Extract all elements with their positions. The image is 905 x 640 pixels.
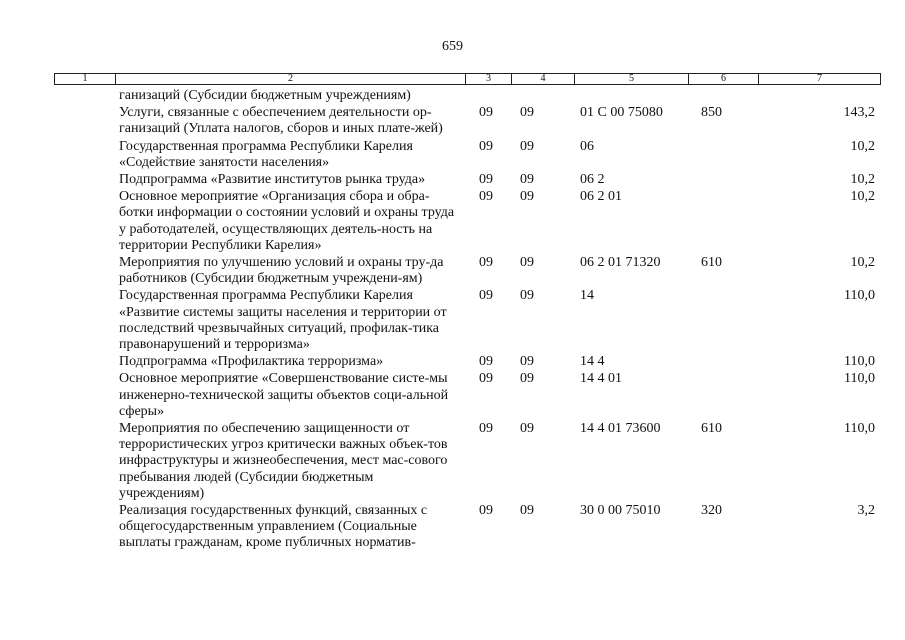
row-cell-c3: 09	[479, 255, 493, 271]
row-cell-c6	[688, 354, 758, 371]
row-cell-c4: 09	[520, 138, 534, 154]
row-cell-c3: 09	[479, 354, 493, 370]
row-cell-c7: 110,0	[844, 288, 875, 304]
row-cell-c4: 09	[520, 255, 534, 271]
row-cell-c7: 110,0	[844, 371, 875, 387]
table-row	[54, 421, 880, 503]
row-description: ганизаций (Субсидии бюджетным учреждениям)	[119, 88, 411, 103]
row-cell-c3: 09	[479, 189, 493, 205]
row-cell-c5	[574, 88, 688, 105]
row-cell-c5: 06	[580, 138, 594, 154]
row-cell-c4: 09	[520, 189, 534, 205]
row-cell-c3: 09	[479, 172, 493, 188]
row-cell-c5: 14	[580, 288, 594, 304]
row-cell-c3: 09	[479, 503, 493, 519]
budget-table	[54, 88, 880, 553]
row-cell-c4: 09	[520, 421, 534, 437]
row-description: Подпрограмма «Развитие институтов рынка труда»	[119, 172, 426, 188]
row-cell-c7: 143,2	[843, 105, 875, 121]
row-description: Государственная программа Республики Карелия «Содействие занятости населения»	[119, 138, 413, 170]
table-row	[54, 371, 880, 421]
row-description: Основное мероприятие «Совершенствование систе-мы инженерно-технической защиты объектов соци-альной сферы»	[119, 371, 449, 419]
row-cell-c5: 01 С 00 75080	[580, 105, 663, 121]
row-cell-c3	[465, 88, 511, 105]
row-description: Основное мероприятие «Организация сбора и обра-ботки информации о состоянии условий и охраны труда у работодателей, осуществляющих деятель-ность на территории Республики Карелия»	[119, 189, 455, 253]
row-description: Реализация государственных функций, связанных с общегосударственным управлением (Социальные выплаты гражданам, кроме публичных норматив-	[119, 503, 428, 551]
row-cell-c4: 09	[520, 288, 534, 304]
row-cell-c4: 09	[520, 503, 534, 519]
row-cell-c3: 09	[479, 288, 493, 304]
row-cell-c3: 09	[479, 105, 493, 121]
row-description: Государственная программа Республики Карелия «Развитие системы защиты населения и территории от последствий чрезвычайных ситуаций, профилак-тика правонарушений и терроризма»	[119, 288, 447, 353]
row-cell-c5: 14 4 01	[580, 371, 622, 387]
row-cell-c6: 610	[701, 255, 722, 271]
table-row	[54, 503, 880, 553]
row-cell-c6	[688, 172, 758, 189]
row-cell-c7	[758, 88, 880, 105]
row-description: Мероприятия по обеспечению защищенности от террористических угроз критически важных объек-тов инфраструктуры и жизнеобеспечения, мест мас-сового пребывания людей (Субсидии бюджетным учреждениям)	[119, 421, 448, 501]
row-cell-c5: 30 0 00 75010	[580, 503, 661, 519]
row-cell-c5: 06 2 01	[580, 189, 622, 205]
col-header-3: 3	[466, 74, 512, 85]
row-cell-c4: 09	[520, 105, 534, 121]
table-row	[54, 105, 880, 138]
row-cell-c6	[688, 139, 758, 172]
row-cell-c4: 09	[520, 172, 534, 188]
col-header-2: 2	[116, 74, 466, 85]
col-header-4: 4	[512, 74, 575, 85]
row-description: Подпрограмма «Профилактика терроризма»	[119, 354, 384, 370]
row-cell-c7: 10,2	[850, 138, 875, 154]
row-cell-c7: 10,2	[850, 172, 875, 188]
row-cell-c7: 10,2	[850, 255, 875, 271]
table-row	[54, 354, 880, 371]
table-row	[54, 288, 880, 354]
table-row	[54, 88, 880, 105]
row-description: Услуги, связанные с обеспечением деятельности ор-ганизаций (Уплата налогов, сборов и иных плате-жей)	[119, 105, 443, 137]
row-cell-c6	[688, 288, 758, 354]
col-header-1: 1	[55, 74, 116, 85]
row-cell-c4	[511, 88, 574, 105]
row-cell-c4: 09	[520, 354, 534, 370]
row-cell-c5: 14 4	[580, 354, 605, 370]
row-cell-c3: 09	[479, 371, 493, 387]
row-description: Мероприятия по улучшению условий и охраны тру-да работников (Субсидии бюджетным учреждени-ям)	[119, 255, 444, 287]
table-row	[54, 172, 880, 189]
page-number: 659	[442, 39, 463, 54]
col-header-7: 7	[759, 74, 881, 85]
row-cell-c6: 320	[701, 503, 722, 519]
row-cell-c7: 3,2	[857, 503, 875, 519]
row-cell-c6	[688, 189, 758, 255]
row-cell-c7: 10,2	[850, 189, 875, 205]
row-cell-c6: 850	[701, 105, 722, 121]
row-cell-c7: 110,0	[844, 354, 875, 370]
table-row	[54, 189, 880, 255]
row-cell-c4: 09	[520, 371, 534, 387]
row-cell-c7: 110,0	[844, 421, 875, 437]
col-header-5: 5	[575, 74, 689, 85]
row-cell-c5: 06 2 01 71320	[580, 255, 661, 271]
row-cell-c5: 06 2	[580, 172, 605, 188]
row-cell-c3: 09	[479, 421, 493, 437]
row-cell-c6	[688, 371, 758, 421]
table-row	[54, 255, 880, 288]
row-cell-c6: 610	[701, 421, 722, 437]
table-column-header	[54, 73, 881, 85]
row-cell-c5: 14 4 01 73600	[580, 421, 661, 437]
col-header-6: 6	[689, 74, 759, 85]
row-cell-c6	[688, 88, 758, 105]
table-row	[54, 139, 880, 172]
row-cell-c3: 09	[479, 138, 493, 154]
